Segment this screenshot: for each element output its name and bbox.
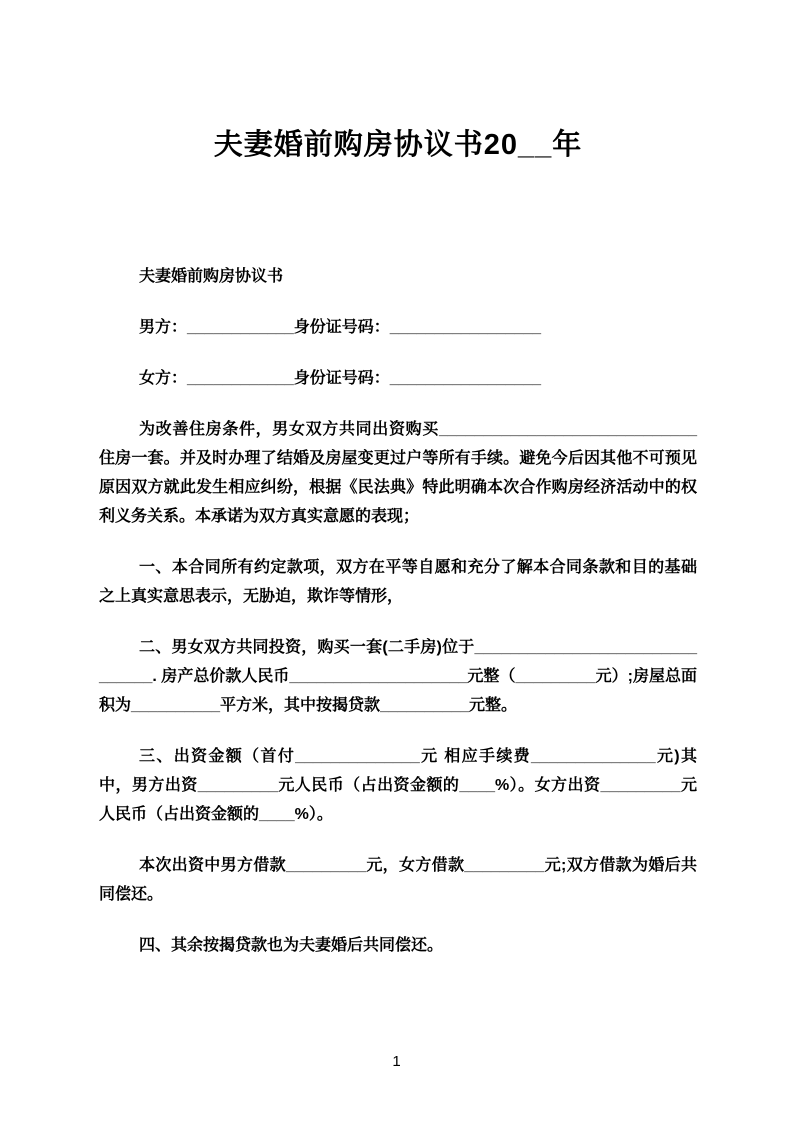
paragraph-clause-four: 四、其余按揭贷款也为夫妻婚后共同偿还。 <box>139 937 444 954</box>
document-title: 夫妻婚前购房协议书20__年 <box>213 129 583 161</box>
paragraph-clause-one: 一、本合同所有约定款项，双方在平等自愿和充分了解本合同条款和目的基础之上真实意思表示，无胁迫，欺诈等情形， <box>99 559 697 605</box>
paragraph-loans: 本次出资中男方借款_________元，女方借款_________元;双方借款为婚后共同偿还。 <box>99 857 697 903</box>
page-number: 1 <box>392 1053 401 1070</box>
paragraph-intro: 为改善住房条件，男女双方共同出资购买_____________________________住房一套。并及时办理了结婚及房屋变更过户等所有手续。避免今后因其他不可预见原因双方就此发生相应纠纷，根据《民法典》特此明确本次合作购房经济活动中的权利义务关系。本承诺为双方真实意愿的表现； <box>99 421 697 525</box>
paragraph-subtitle: 夫妻婚前购房协议书 <box>139 268 284 285</box>
paragraph-clause-three: 三、出资金额（首付______________元 相应手续费______________元)其中，男方出资_________元人民币（占出资金额的____%）。女方出资_________元人民币（占出资金额的____%）。 <box>99 748 697 823</box>
field-line-male: 男方：____________身份证号码：_________________ <box>139 319 542 336</box>
document-body <box>99 262 697 960</box>
paragraph-clause-two: 二、男女双方共同投资，购买一套(二手房)位于_______________________________. 房产总价款人民币____________________元整（_________元）;房屋总面积为__________平方米，其中按揭贷款__________元整。 <box>99 639 697 714</box>
field-line-female: 女方：____________身份证号码：_________________ <box>139 370 542 387</box>
